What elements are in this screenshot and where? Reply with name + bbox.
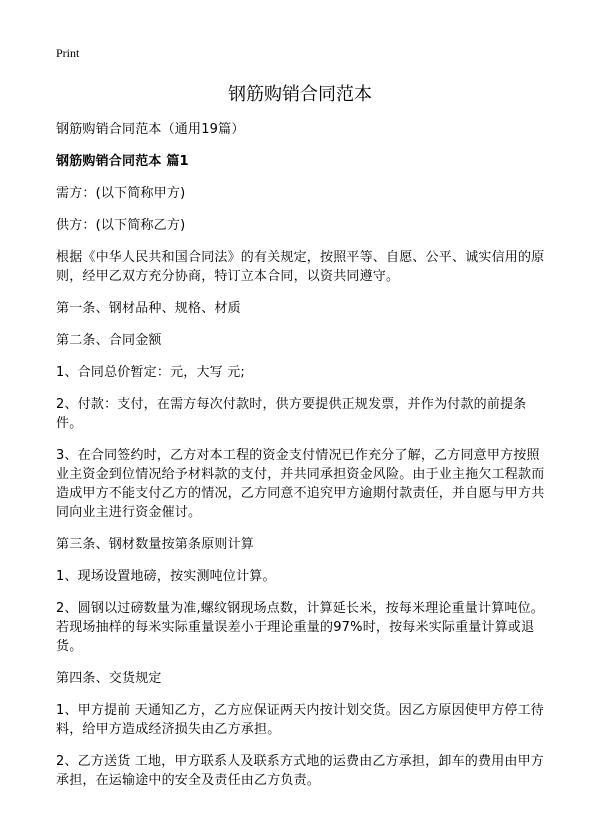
paragraph-supplier: 供方：(以下简称乙方) bbox=[56, 218, 186, 233]
article-2-heading: 第二条、合同金额 bbox=[56, 333, 162, 348]
print-label: Print bbox=[56, 46, 80, 60]
article-4-heading: 第四条、交货规定 bbox=[56, 671, 162, 686]
section-heading: 钢筋购销合同范本 篇1 bbox=[56, 154, 189, 169]
article-4-clause-1: 1、甲方提前 天通知乙方，乙方应保证两天内按计划交货。因乙方原因使甲方停工待料，给甲方造成经济损失由乙方承担。 bbox=[56, 703, 545, 737]
article-1-heading: 第一条、钢材品种、规格、材质 bbox=[56, 301, 241, 316]
article-3-heading: 第三条、钢材数量按第条原则计算 bbox=[56, 537, 255, 552]
article-4-clause-2: 2、乙方送货 工地，甲方联系人及联系方式地的运费由乙方承担，卸车的费用由甲方承担，在运输途中的安全及责任由乙方负责。 bbox=[56, 754, 545, 788]
document-subtitle: 钢筋购销合同范本（通用19篇） bbox=[56, 122, 245, 137]
article-3-clause-1: 1、现场设置地磅，按实测吨位计算。 bbox=[56, 569, 276, 584]
article-2-clause-1: 1、合同总价暂定：元，大写 元; bbox=[56, 365, 245, 380]
article-3-clause-2: 2、圆钢以过磅数量为准,螺纹钢现场点数，计算延长米，按每米理论重量计算吨位。若现场抽样的每米实际重量误差小于理论重量的97%时，按每米实际重量计算或退货。 bbox=[56, 601, 545, 654]
article-2-clause-2: 2、付款：支付，在需方每次付款时，供方要提供正规发票，并作为付款的前提条件。 bbox=[56, 397, 527, 431]
article-2-clause-3: 3、在合同签约时，乙方对本工程的资金支付情况已作充分了解，乙方同意甲方按照业主资金到位情况给予材料款的支付，并共同承担资金风险。由于业主拖欠工程款而造成甲方不能支付乙方的情况，乙方同意不追究甲方逾期付款责任，并自愿与甲方共同向业主进行资金催讨。 bbox=[56, 448, 545, 520]
document-body bbox=[56, 120, 548, 803]
paragraph-buyer: 需方：(以下简称甲方) bbox=[56, 186, 186, 201]
document-title: 钢筋购销合同范本 bbox=[228, 84, 372, 105]
paragraph-preamble: 根据《中华人民共和国合同法》的有关规定，按照平等、自愿、公平、诚实信用的原则，经甲乙双方充分协商，特订立本合同，以资共同遵守。 bbox=[56, 250, 545, 284]
